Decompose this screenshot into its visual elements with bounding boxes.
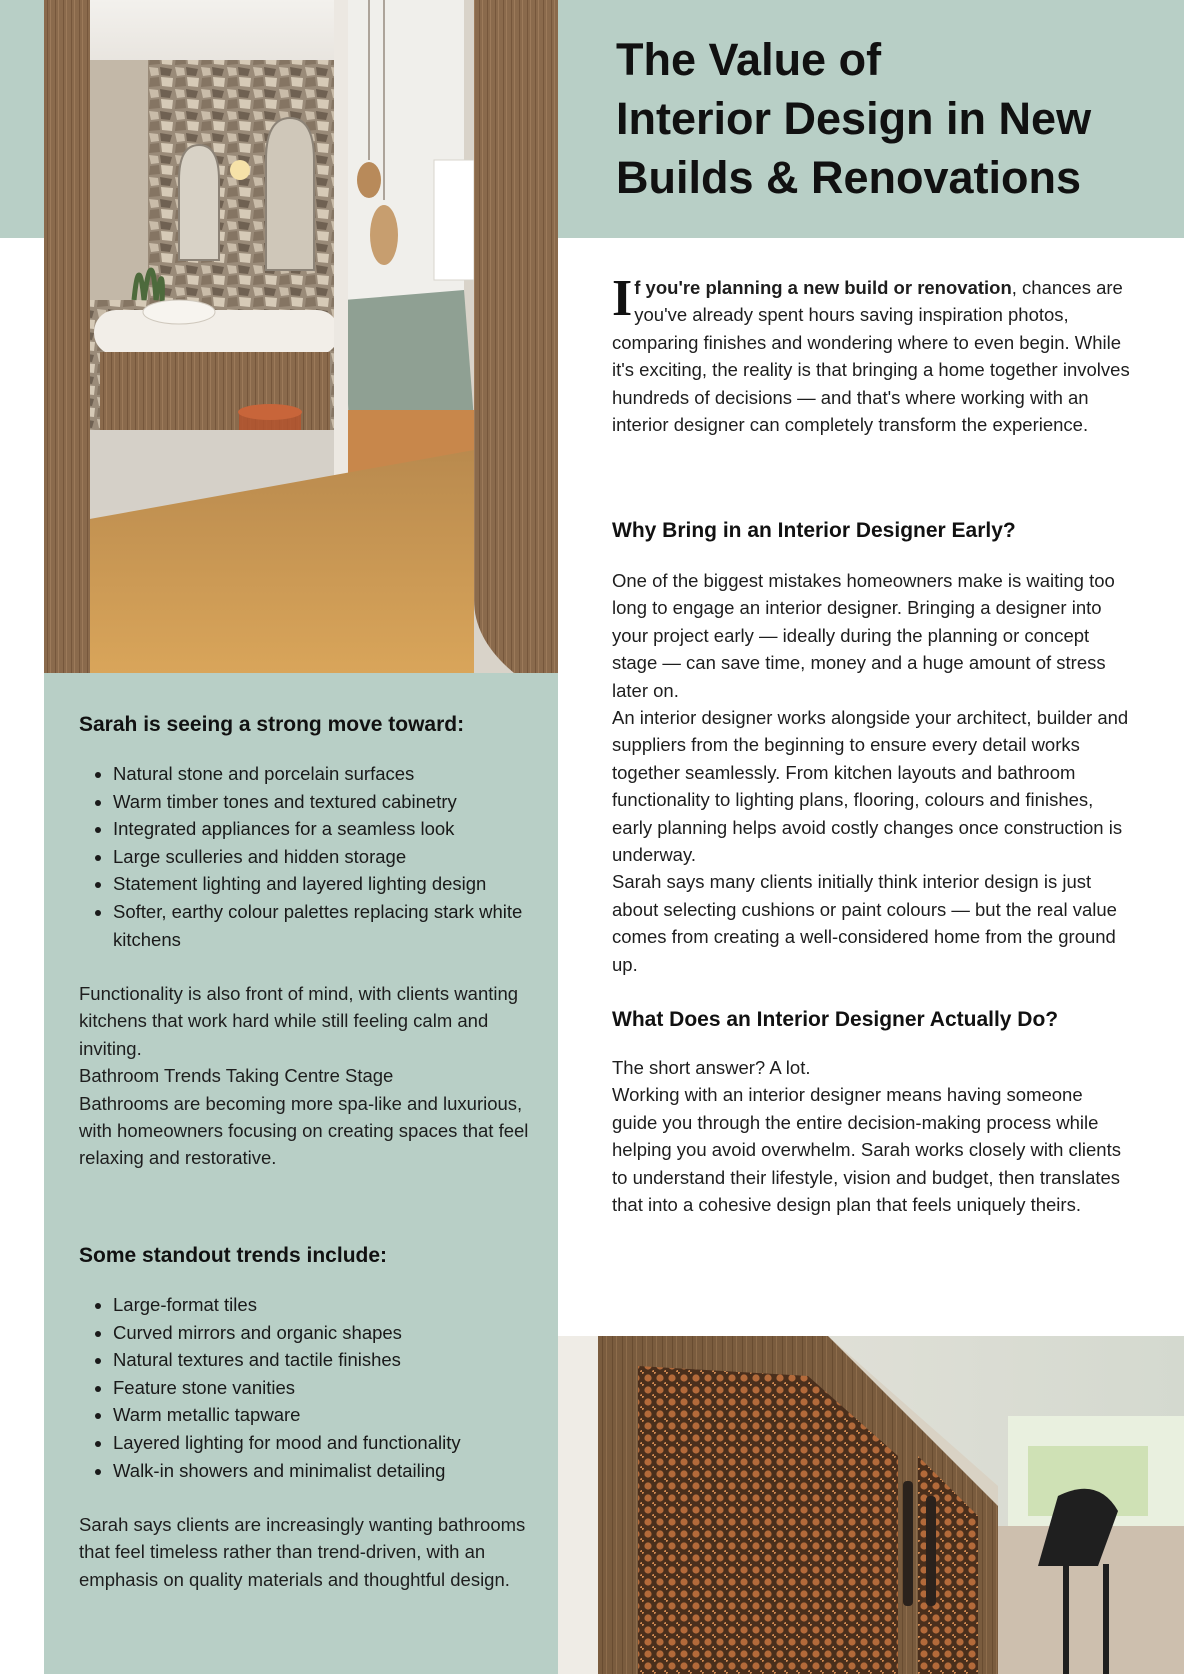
paragraph: An interior designer works alongside your architect, builder and suppliers from the beginning to ensure every detail works together seamlessly. From kitchen layouts and bathroom functionality to lighting plans, flooring, colours and finishes, early planning helps avoid costly changes once construction is underway.: [612, 707, 1129, 866]
section-body-role: [612, 1054, 1132, 1218]
trend-list-item: • Feature stone vanities: [113, 1374, 563, 1402]
title-line: Builds & Renovations: [616, 152, 1082, 203]
trend-list-item: • Large-format tiles: [113, 1291, 563, 1319]
intro-text: , chances are you've already spent hours saving inspiration photos, comparing finishes and wondering where to even begin. While it's exciting, the reality is that bringing a home together involves hundreds of decisions — and that's where working with an interior designer can completely transform the experience.: [612, 277, 1130, 436]
trend-list-item: • Large sculleries and hidden storage: [113, 843, 563, 871]
paragraph: Bathrooms are becoming more spa-like and luxurious, with homeowners focusing on creating spaces that feel relaxing and restorative.: [79, 1092, 529, 1169]
trend-list-item: • Layered lighting for mood and functionality: [113, 1429, 563, 1457]
trend-list-item: • Natural textures and tactile finishes: [113, 1346, 563, 1374]
trend-list-item: • Curved mirrors and organic shapes: [113, 1319, 563, 1347]
paragraph: Sarah says many clients initially think interior design is just about selecting cushions or paint colours — but the real value comes from creating a well-considered home from the ground up.: [612, 871, 1117, 975]
bathroom-trends-text: Sarah says clients are increasingly wanting bathrooms that feel timeless rather than trend-driven, with an emphasis on quality materials and thoughtful design.: [79, 1514, 526, 1590]
bathroom-trends-list: [79, 1291, 563, 1484]
kitchen-trends-heading: Sarah is seeing a strong move toward:: [79, 713, 465, 736]
paragraph: One of the biggest mistakes homeowners make is waiting too long to engage an interior designer. Bringing a designer into your project early — ideally during the planning or concept stage — can save time, money and a huge amount of stress later on.: [612, 570, 1115, 701]
trend-list-item: • Warm metallic tapware: [113, 1401, 563, 1429]
kitchen-trends-text: [79, 980, 529, 1172]
intro-lead: f you're planning a new build or renovation: [634, 277, 1012, 298]
paragraph: The short answer? A lot.: [612, 1057, 811, 1078]
trend-list-item: • Natural stone and porcelain surfaces: [113, 760, 563, 788]
paragraph: Working with an interior designer means having someone guide you through the entire decision-making process while helping you avoid overwhelm. Sarah works closely with clients to understand their lifestyle, vision and budget, then translates that into a cohesive design plan that feels uniquely theirs.: [612, 1084, 1121, 1216]
trend-list-item: • Statement lighting and layered lighting design: [113, 870, 563, 898]
trend-list-item: • Warm timber tones and textured cabinetry: [113, 788, 563, 816]
subheading: Bathroom Trends Taking Centre Stage: [79, 1065, 394, 1087]
trend-list-item: • Integrated appliances for a seamless look: [113, 815, 563, 843]
cabinet-photo: [558, 1336, 1184, 1674]
article-title: [616, 30, 1156, 207]
paragraph: Functionality is also front of mind, with clients wanting kitchens that work hard while still feeling calm and inviting.: [79, 983, 519, 1059]
bathroom-photo: [44, 0, 558, 673]
section-heading-role: What Does an Interior Designer Actually Do?: [612, 1008, 1059, 1031]
drop-cap: I: [612, 270, 633, 327]
trend-list-item: • Softer, earthy colour palettes replacing stark white kitchens: [113, 898, 563, 953]
intro-paragraph: [612, 270, 1132, 438]
section-heading-early: Why Bring in an Interior Designer Early?: [612, 519, 1016, 542]
title-line: Interior Design in New: [616, 93, 1092, 144]
bathroom-trends-heading: Some standout trends include:: [79, 1244, 388, 1267]
trend-list-item: • Walk-in showers and minimalist detailing: [113, 1457, 563, 1485]
section-body-early: [612, 567, 1132, 978]
kitchen-trends-list: [79, 760, 563, 953]
title-line: The Value of: [616, 34, 882, 85]
